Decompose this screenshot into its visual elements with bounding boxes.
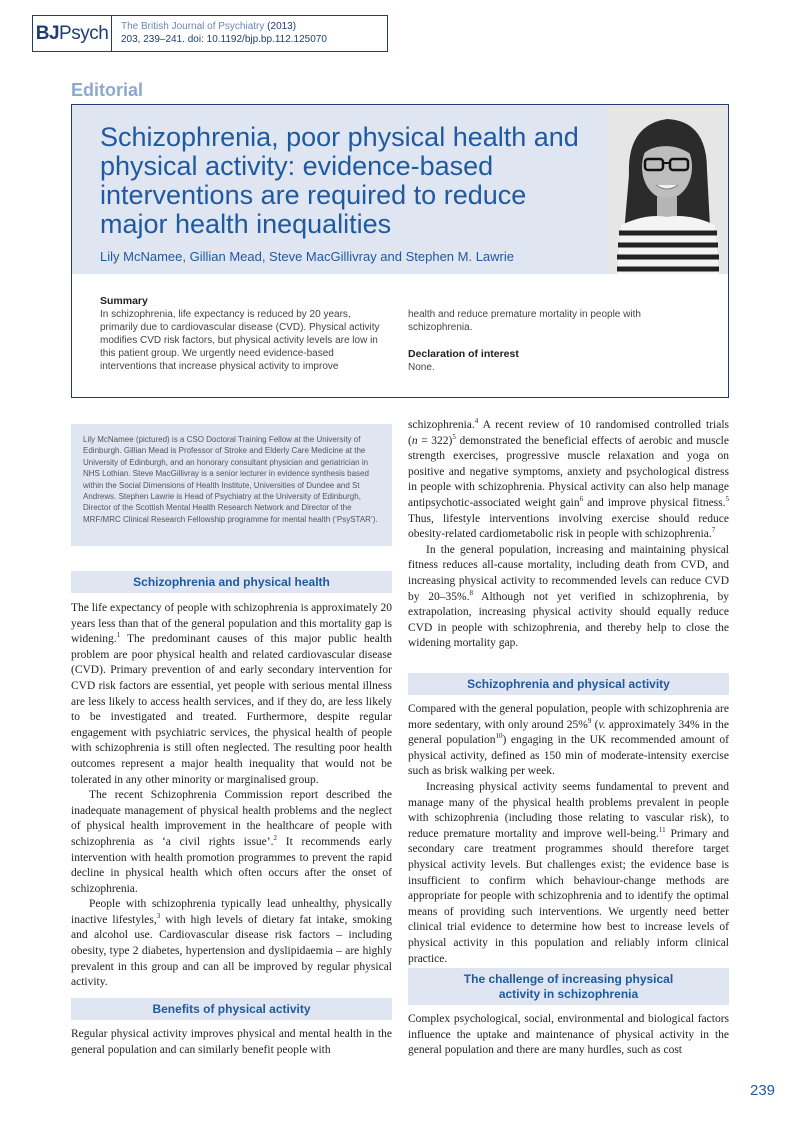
body-column-right-2: [408, 702, 729, 967]
title-panel: [71, 104, 729, 398]
paragraph: Regular physical activity improves physical and mental health in the general population and can similarly benefit people with: [71, 1028, 392, 1056]
section-heading-physical-health: Schizophrenia and physical health: [71, 571, 392, 593]
paragraph: People with schizophrenia typically lead unhealthy, physically inactive lifestyles,$^3$ with high levels of dietary fat intake, smoking and alcohol use. Cardiovascular disease risk factors – including obesity, type 2 diabetes, hypertension and dyslipidaemia – are highly prevalent in this group and can all be improved by regular physical activity.: [71, 898, 392, 989]
body-column-left-2: [71, 1027, 392, 1058]
body-column-right-3: [408, 1012, 729, 1059]
declaration-text: None.: [408, 362, 435, 373]
article-authors: Lily McNamee, Gillian Mead, Steve MacGillivray and Stephen M. Lawrie: [100, 249, 515, 264]
journal-logo: [33, 16, 112, 51]
paragraph: Increasing physical activity seems fundamental to prevent and manage many of the physical health problems prevalent in people with schizophrenia (including those relating to vascular risk), to reduce premature mortality and improve well-being.$^{11}$ Primary and secondary care treatment programmes should therefore target physical activity levels. But challenges exist; the evidence base is insufficient to confirm which behaviour-change methods are appropriate for people with schizophrenia and to identify the optimal means of providing such interventions. We urgently need better clinical trial evidence to determine how best to increase levels of physical activity in this population and reliably inform clinical practice.: [408, 780, 729, 965]
author-portrait-image: [607, 105, 728, 274]
author-bio-box: [71, 424, 392, 546]
section-heading-physical-activity: Schizophrenia and physical activity: [408, 673, 729, 695]
paragraph: The life expectancy of people with schizophrenia is approximately 20 years less than that of the general population and this mortality gap is widening.$^1$ The predominant causes of this major public health problem are poor physical health and related cardiovascular disease (CVD). Primary prevention of and early secondary intervention for CVD risk factors are essential, yet people with serious mental illness are less likely to access health services, and if they do, are less likely to be investigated and treated. Furthermore, despite regular engagement with psychiatric services, the physical health of people with schizophrenia is still often neglected. The resulting poor health outcomes represent a major health inequality that would not be tolerated in any other minority or marginalised group.: [71, 602, 392, 786]
section-heading-challenge-line2: activity in schizophrenia: [498, 987, 639, 1001]
summary-text-1: In schizophrenia, life expectancy is reduced by 20 years, primarily due to cardiovascular disease (CVD). Physical activity modifies CVD risk factors, but physical activity levels are low in this patient group. We urgently need evidence-based interventions that increase physical activity to improve: [100, 309, 380, 372]
paragraph: schizophrenia.$^4$ A recent review of 10 randomised controlled trials (n = 322)$^5$ demonstrated the beneficial effects of aerobic and muscle strength exercises, progressive muscle relaxation and yoga on positive and negative symptoms, anxiety and psychological distress in people with schizophrenia. Physical activity can also help manage antipsychotic-associated weight gain$^6$ and improve physical fitness.$^5$ Thus, lifestyle interventions involving exercise should reduce obesity-related cardiometabolic risk in people with schizophrenia.$^7$: [408, 417, 729, 541]
journal-info: [121, 20, 327, 46]
section-heading-challenge-line1: The challenge of increasing physical: [463, 972, 674, 986]
paragraph: Compared with the general population, people with schizophrenia are more sedentary, with only around 25%$^9$ (v. approximately 34% in the general population$^{10}$) engaging in the UK recommended amount of physical activity, defined as 150 min of moderate-intensity exercise such as brisk walking per week.: [408, 703, 729, 778]
section-heading-challenge: [408, 968, 729, 1005]
summary-text-2: health and reduce premature mortality in people with schizophrenia.: [408, 309, 641, 333]
body-column-left: [71, 601, 392, 991]
paragraph: In the general population, increasing and maintaining physical fitness reduces all-cause mortality, including death from CVD, and increasing physical activity to recommended levels can reduce CVD by 20–35%.$^8$ Although not yet verified in schizophrenia, by extrapolation, increasing physical activity should equally reduce CVD in people with schizophrenia, and thereby help to close the widening mortality gap.: [408, 543, 729, 650]
declaration-block: [408, 348, 519, 374]
title-band: [72, 105, 607, 274]
article-title: Schizophrenia, poor physical health and physical activity: evidence-based interventions are required to reduce major health inequalities: [100, 122, 579, 239]
summary-heading: Summary: [100, 295, 148, 307]
summary-column-1: [100, 295, 380, 373]
author-photo: [607, 105, 728, 274]
body-column-right: [408, 418, 729, 652]
declaration-heading: Declaration of interest: [408, 348, 519, 360]
journal-citation: 203, 239–241. doi: 10.1192/bjp.bp.112.125070: [121, 34, 327, 45]
journal-year: (2013): [267, 21, 297, 32]
logo-psych: Psych: [59, 22, 109, 44]
journal-header: [32, 15, 388, 52]
section-heading-benefits: Benefits of physical activity: [71, 998, 392, 1020]
author-bio-text: Lily McNamee (pictured) is a CSO Doctoral Training Fellow at the University of Edinburgh. Gillian Mead is Professor of Stroke and Elderly Care Medicine at the University of Edinburgh, and an honorary consultant physician and geriatrician in NHS Lothian. Steve MacGillivray is a senior lecturer in evidence synthesis based within the Social Dimensions of Health Institute, Universities of Dundee and St Andrews. Stephen Lawrie is Head of Psychiatry at the University of Edinburgh, Director of the Scottish Mental Health Research Network and Director of the MRF/MRC Clinical Research Fellowship programme for mental health (‘PsySTAR’).: [83, 435, 378, 524]
journal-name: The British Journal of Psychiatry: [121, 21, 265, 32]
paragraph: The recent Schizophrenia Commission report described the inadequate management of physical health problems and the neglect of physical health improvement in the healthcare of people with schizophrenia as ‘a civil rights issue’.$^2$ It recommends early intervention with health promotion programmes to prevent the rapid decline in physical health which often occurs after the onset of schizophrenia.: [71, 789, 393, 895]
logo-bj: BJ: [35, 22, 60, 44]
paragraph: Complex psychological, social, environmental and biological factors influence the uptake and maintenance of physical activity in the general population and there are many hurdles, such as cost: [408, 1013, 729, 1057]
section-label: Editorial: [71, 80, 144, 100]
page-number: 239: [750, 1082, 776, 1099]
